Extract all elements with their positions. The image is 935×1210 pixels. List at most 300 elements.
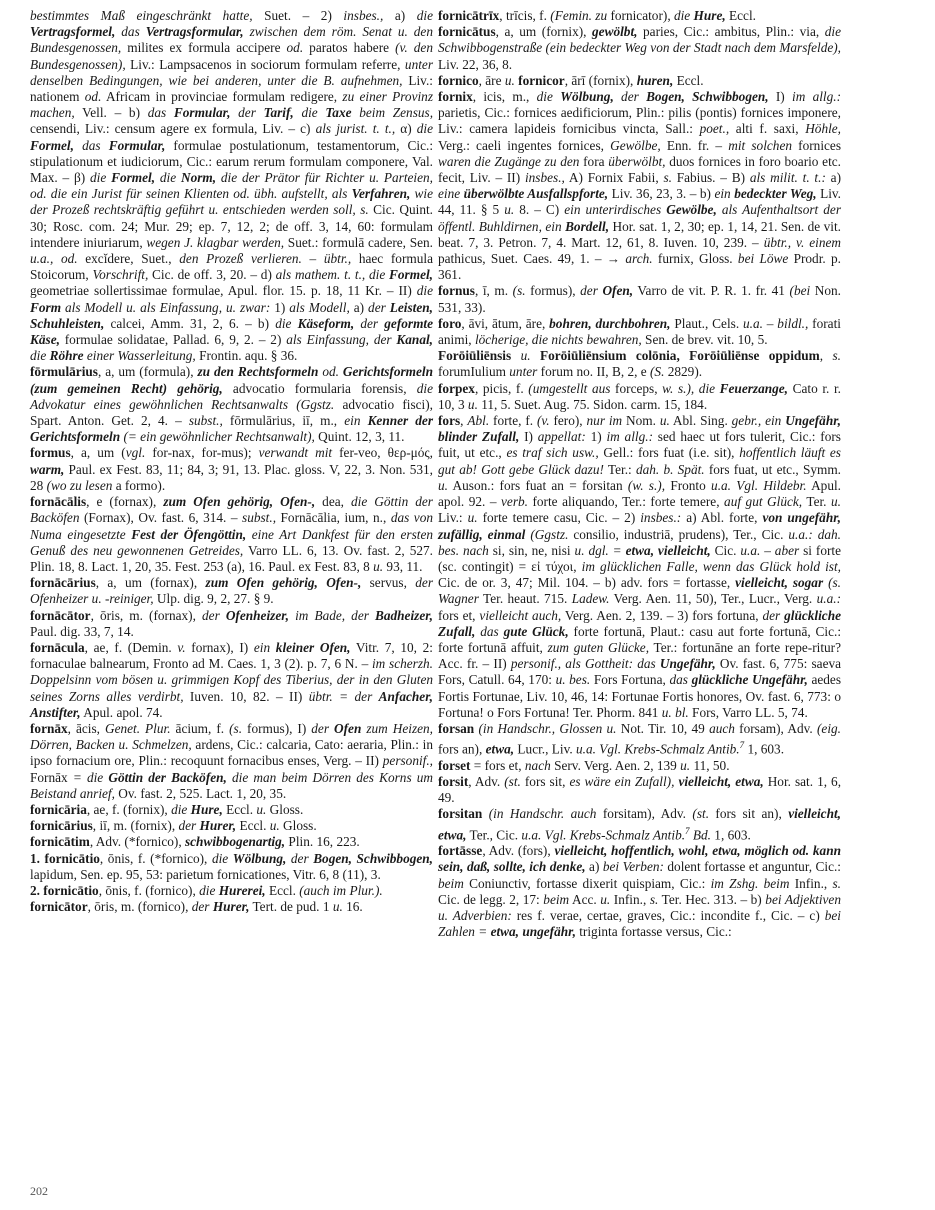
entry-text: (st. xyxy=(504,773,521,789)
entry-text: , ōnis, f. (*fornico), xyxy=(99,850,212,866)
german-gloss: etwa, vielleicht, xyxy=(625,542,711,558)
entry-text: for-nax, for-mus); xyxy=(145,445,259,461)
entry-text: u. xyxy=(659,413,670,429)
entry-text: zu einer Provinz machen, xyxy=(30,89,433,121)
entry-text: u. xyxy=(269,818,280,834)
entry-text: Liv.: Lampsacenos in sociorum formulam referre, xyxy=(125,56,405,72)
entry-text: poet., xyxy=(699,121,730,137)
german-gloss: warm, xyxy=(30,461,65,477)
entry-text: Liv. 44, 11. § 5 xyxy=(438,186,842,218)
entry-text: vielleicht auch, xyxy=(479,607,562,623)
german-gloss: Badheizer, xyxy=(374,607,433,623)
entry-text: Genet. Plur. xyxy=(104,720,171,736)
headword: 2. fornicātio xyxy=(30,882,99,898)
entry-text: alti f. saxi, xyxy=(729,121,806,137)
entry-text: Vitr. 7, 10, 2: fornaculae balnearum, Fronto ad M. Caes. 1, 3 (2). p. 7, 6 N. – xyxy=(30,639,433,672)
entry-text: Liv.: nationem xyxy=(30,72,433,105)
entry-text: fors sit an), xyxy=(709,806,789,822)
entry-text: ein xyxy=(714,186,731,202)
entry-text: vgl. xyxy=(125,445,146,461)
entry-text: s. xyxy=(832,875,841,891)
german-gloss: Verfahren, xyxy=(351,186,411,202)
entry-text: 7 xyxy=(739,740,745,751)
entry-text: (bei xyxy=(789,283,811,299)
entry-text: forum no. II, B, 2, e xyxy=(537,364,650,380)
german-gloss: Käseform, xyxy=(297,315,355,331)
entry-text: zum guten Glücke, xyxy=(547,639,650,655)
headword: fornicātim xyxy=(30,834,90,850)
german-gloss: gute Glück, xyxy=(503,623,569,639)
entry-text: s. xyxy=(360,202,369,218)
entry-text: Fabius. – B) xyxy=(671,170,750,186)
entry-text: die Advokatur eines gewöhnlichen Rechtsanwalts (Ggstz. xyxy=(30,380,433,412)
entry-text: duos fornices in foro boario etc. fecit, Liv. – II) xyxy=(438,153,841,186)
dictionary-entry xyxy=(438,843,841,940)
entry-text: der xyxy=(311,720,330,736)
entry-text xyxy=(511,348,520,363)
entry-text: u. bes. xyxy=(555,672,591,688)
entry-text: u. xyxy=(504,72,515,88)
entry-text: Fors, Varro LL. 5, 74. xyxy=(688,704,808,720)
entry-text: , a, um (fornix), xyxy=(495,24,593,40)
entry-text: Tert. de pud. 1 xyxy=(249,899,333,915)
entry-text: , āre xyxy=(478,72,505,88)
entry-text: als jurist. t. t., xyxy=(315,121,396,137)
entry-text: die xyxy=(416,8,433,23)
entry-text xyxy=(166,105,174,120)
entry-text: Gloss. xyxy=(279,818,317,834)
entry-text: beim xyxy=(543,891,570,907)
entry-text: 2829). xyxy=(664,364,703,380)
entry-text: Ter. xyxy=(802,494,832,510)
dictionary-entry xyxy=(438,89,841,283)
entry-text: dolent fortasse et anguntur, Cic.: xyxy=(663,859,842,875)
german-gloss: Bogen, Schwibbogen, xyxy=(313,850,433,866)
entry-text: Africam in provinciae formulam redigere, xyxy=(101,89,343,105)
entry-text: zwischen dem röm. Senat u. den Bundesgenossen, xyxy=(30,24,433,56)
dictionary-entry xyxy=(30,640,433,721)
german-gloss: gewölbt, xyxy=(592,24,638,40)
entry-text: beim xyxy=(438,875,464,891)
german-gloss: Formel, xyxy=(389,267,433,283)
headword: 1. fornicātio xyxy=(30,850,100,866)
german-gloss: bohren, durchbohren, xyxy=(549,315,671,331)
german-gloss: Vertragsformular, xyxy=(145,24,244,40)
entry-text: Verg.: caeli ingentes fornices, xyxy=(438,137,611,153)
entry-text: im glücklichen Falle, wenn das Glück hold ist, xyxy=(581,558,841,574)
entry-text: Enn. fr. – xyxy=(660,137,729,153)
entry-text: u.a. Vgl. Krebs-Schmalz Antib. xyxy=(521,827,686,842)
entry-text: insbes., xyxy=(343,8,384,23)
headword: fornācārius xyxy=(30,575,96,591)
entry-text: (umgestellt aus xyxy=(528,380,611,396)
entry-text: Eccl. xyxy=(673,72,704,88)
entry-text: s. xyxy=(663,170,672,186)
german-gloss: Hurer, xyxy=(199,818,237,834)
entry-text: lapidum, Sen. ep. 95, 53: parietum fornicationes, Vitr. 6, 8 (11), 3. xyxy=(30,866,381,882)
entry-text: es wäre ein Zufall), xyxy=(569,773,675,789)
entry-text: als Aufenthaltsort der öffentl. Buhldirnen, ein xyxy=(438,202,841,234)
entry-text: formus), xyxy=(525,283,581,299)
entry-text: die xyxy=(199,882,216,898)
german-gloss: Fest der Öfengöttin, xyxy=(131,526,247,542)
entry-text: od. xyxy=(84,89,102,105)
german-gloss: Formular, xyxy=(173,105,231,121)
entry-text: s. xyxy=(832,348,841,364)
entry-text: paries, Cic.: ambitus, Plin.: via, xyxy=(637,24,825,40)
dictionary-entry xyxy=(30,608,433,640)
entry-text: Cic. de off. 3, 20. – d) xyxy=(148,267,276,283)
headword: Forōiūliēnsis xyxy=(438,348,512,364)
entry-text: Cic. de or. 3, 47; Mil. 104. – b) adv. fors = fortasse, xyxy=(438,575,736,591)
german-gloss: Hure, xyxy=(693,8,726,23)
entry-text: Fornāx xyxy=(30,769,73,785)
entry-text: od. xyxy=(286,40,304,56)
entry-text: die Göttin der Backöfen xyxy=(30,494,433,526)
entry-text: , ae, f. (Demin. xyxy=(84,639,178,655)
entry-text: dea, xyxy=(315,494,351,510)
entry-text: fero), xyxy=(549,413,587,429)
entry-text: , ī, m. xyxy=(474,283,513,299)
entry-text: a) xyxy=(349,299,369,315)
entry-text: forceps, xyxy=(610,380,663,396)
entry-text: Suet.: formulā cadere, Sen. xyxy=(284,234,433,250)
entry-text: (Fornax), Ov. fast. 6, 314. – xyxy=(79,510,243,526)
dictionary-entry xyxy=(30,851,433,883)
german-gloss: Ofenheizer, xyxy=(225,607,289,623)
dictionary-entry xyxy=(438,348,841,380)
entry-text: auch xyxy=(709,720,735,736)
entry-text: beim Zensus, xyxy=(359,105,434,121)
entry-text: subst., xyxy=(242,510,277,526)
entry-text: Cic. de legg. 2, 17: xyxy=(438,891,544,907)
headword: fornicārius xyxy=(30,818,93,834)
entry-text: , āvi, ātum, āre, xyxy=(461,315,550,331)
dictionary-entry xyxy=(30,818,433,834)
entry-text: (s. Wagner xyxy=(438,575,842,607)
dictionary-entry xyxy=(438,316,841,348)
entry-text: pathicus, Suet. Caes. 49, 1. – → xyxy=(438,251,626,267)
entry-text: die xyxy=(171,801,188,817)
headword: fornicātus xyxy=(438,24,496,40)
headword: fornicor xyxy=(518,72,565,88)
entry-text: mit solchen xyxy=(728,137,792,153)
entry-text: , ōris, m. (fornico), xyxy=(87,899,192,915)
german-gloss: glückliche Ungefähr, xyxy=(691,672,808,688)
entry-text: Lucr., Liv. xyxy=(514,741,577,757)
entry-text: (in Handschr., Glossen u. xyxy=(478,720,617,736)
entry-text: (S. xyxy=(650,364,665,380)
german-gloss: geformte Käse, xyxy=(30,315,434,348)
entry-text: Non. 531, 33). xyxy=(438,283,841,315)
entry-text: s. xyxy=(649,891,659,907)
entry-text: , trīcis, f. xyxy=(499,8,551,23)
entry-text: u. xyxy=(332,899,343,915)
entry-text: forte temere casu, Cic. – 2) xyxy=(477,510,641,526)
entry-text: u. xyxy=(504,202,515,218)
entry-text: res f. verae, certae, graves, Cic.: incondite f., Cic. – c) xyxy=(511,908,825,924)
entry-text: fornices xyxy=(792,137,841,153)
entry-text: die xyxy=(211,850,229,866)
entry-text: Iuven. 10, 82. – II) xyxy=(183,688,309,704)
entry-text: es traf sich usw., xyxy=(506,445,599,461)
entry-text: wegen J. klagbar werden, xyxy=(146,234,285,250)
german-gloss: vielleicht, sogar xyxy=(735,575,824,591)
entry-text: löcherige, die nichts bewahren, xyxy=(474,332,642,348)
entry-text: Quint. 12, 3, 11. xyxy=(314,429,405,445)
entry-text: gebr., ein xyxy=(731,413,782,429)
german-gloss: Kanal, xyxy=(396,332,433,348)
german-gloss: kleiner Ofen, xyxy=(275,639,351,655)
entry-text: verwandt mit xyxy=(258,445,333,461)
entry-text: Paul. ex Fest. 83, 11; 84, 3; 91, 13. Plac. gloss. V, 22, 3. Non. 531, 28 xyxy=(30,461,433,493)
entry-text: formulae solidatae, Pallad. 6, 9, 2. – 2) xyxy=(59,332,287,348)
entry-text: fors an), xyxy=(438,741,486,757)
entry-text: Sen. de brev. vit. 10, 5. xyxy=(641,332,768,348)
entry-text: die xyxy=(275,315,292,331)
german-gloss: Tarif, xyxy=(263,105,294,121)
headword: fōrmulārius xyxy=(30,364,98,380)
entry-text: bei Adjektiven u. Adverbien: xyxy=(438,891,841,924)
entry-text: die xyxy=(30,348,47,364)
dictionary-entry xyxy=(30,883,433,899)
entry-text: , xyxy=(460,413,468,429)
headword: fornico xyxy=(438,72,479,88)
entry-text: si forte (sc. contingit) = εἰ τύχοι, xyxy=(438,542,841,574)
entry-text: milites ex formula accipere xyxy=(121,40,287,56)
entry-text: I) xyxy=(519,429,538,445)
entry-text: Bd. xyxy=(692,827,711,842)
entry-text: 93, 11. xyxy=(383,558,423,574)
entry-text: calcei, Amm. 31, 2, 6. – b) xyxy=(104,315,276,331)
dictionary-entry xyxy=(438,24,841,73)
entry-text: forsitam), Adv. xyxy=(596,806,693,822)
entry-text: parietis, Cic.: fornices aedificiorum, Plin.: pilis (pontis) fornices imponere, Liv.: camera lapideis fornicibus vincta, Sall.: xyxy=(438,105,841,137)
entry-text: die xyxy=(416,283,433,299)
entry-text: arch. xyxy=(625,251,653,267)
entry-text: den Prozeß verlieren. – übtr., xyxy=(179,251,352,267)
entry-text: hoffentlich läuft es gut ab! Gott gebe Glück dazu! xyxy=(438,445,841,477)
entry-text: das xyxy=(669,672,688,688)
german-gloss: Vertragsformel, xyxy=(30,24,116,40)
entry-text: Abl. xyxy=(467,413,490,429)
entry-text: Frontin. aqu. § 36. xyxy=(195,348,298,364)
entry-text: Eccl. xyxy=(725,8,756,23)
entry-text: Liv. 22, 36, 8. xyxy=(438,56,513,72)
entry-text: Vell. – b) xyxy=(74,105,148,121)
german-gloss: Gerichtsformeln (zum gemeinen Recht) gehörig, xyxy=(30,364,434,396)
entry-text: , Adv. xyxy=(468,773,505,789)
dictionary-entry xyxy=(30,8,433,364)
entry-text: Serv. Verg. Aen. 2, 139 xyxy=(550,757,681,773)
entry-text: die xyxy=(301,105,318,121)
german-gloss: schwibbogenartig, xyxy=(184,834,286,850)
entry-text: consilio, industriā, prudens), Ter., Cic. xyxy=(568,526,789,542)
entry-text: die xyxy=(416,121,434,137)
entry-text: geometriae sollertissimae formulae, Apul. flor. 15. p. 18, 11 Kr. – II) xyxy=(30,283,417,299)
german-gloss: vielleicht, etwa, xyxy=(678,773,764,789)
entry-text: Ter., Cic. xyxy=(466,827,522,842)
german-gloss: etwa, ungefähr, xyxy=(490,924,576,940)
entry-text: u. xyxy=(256,801,267,817)
dictionary-entry xyxy=(438,73,841,89)
entry-text: die xyxy=(90,170,107,186)
entry-text: Ladew. xyxy=(571,591,610,607)
entry-text: Cato r. r. 10, 3 xyxy=(438,380,841,412)
dictionary-entry xyxy=(438,806,841,843)
entry-text: Gell.: fors fuat (i.e. sit), xyxy=(598,445,740,461)
german-gloss: Ungefähr, blinder Zufall, xyxy=(438,413,841,445)
dictionary-entry xyxy=(30,575,433,607)
german-gloss: zu den Rechtsformeln xyxy=(197,364,319,380)
entry-text: , ōnis, f. (fornico), xyxy=(98,882,200,898)
entry-text: censendi, Liv.: censum agere ex formula, Liv. – c) xyxy=(30,121,316,137)
entry-text: das von Numa eingesetzte xyxy=(30,510,434,542)
entry-text: (Ggstz. xyxy=(530,526,569,542)
german-gloss: Wölbung, xyxy=(560,89,614,105)
headword: forsan xyxy=(438,720,475,736)
entry-text: ācium, f. xyxy=(170,720,230,736)
entry-text: (in Handschr. auch xyxy=(488,806,597,822)
dictionary-entry xyxy=(438,8,841,24)
entry-text: Apul. apol. 92. – xyxy=(438,477,841,510)
entry-text: bei Löwe xyxy=(737,251,789,267)
entry-text: verb. xyxy=(501,494,528,510)
entry-text xyxy=(256,105,264,120)
entry-text: nur im xyxy=(586,413,623,429)
entry-text: bestimmtes Maß eingeschränkt hatte, xyxy=(30,8,253,23)
entry-text: fors et, xyxy=(438,607,480,623)
entry-text: als Einfassung, der xyxy=(286,332,392,348)
entry-text: ardens, Cic.: calcaria, Cato: aeraria, Plin.: in ipso fornacium ore, Plin.: recoquunt fornacibus enses, Verg. – II) xyxy=(30,737,434,769)
entry-text: (st. xyxy=(692,806,710,822)
entry-text: Ter. Hec. 313. – b) xyxy=(658,891,766,907)
entry-text: Paul. dig. 33, 7, 14. xyxy=(30,623,134,639)
entry-text: Fronto xyxy=(665,477,712,493)
entry-text: die Schwibbogenstraße (ein bedeckter Weg von der Stadt nach dem Marsfelde), xyxy=(438,24,842,56)
entry-text: der xyxy=(178,818,197,834)
entry-text: A) Fornix Fabii, xyxy=(564,170,664,186)
entry-text: a formo). xyxy=(112,477,166,493)
entry-text: 16. xyxy=(342,899,363,915)
german-gloss: zum Ofen gehörig, Ofen-, xyxy=(205,575,362,591)
german-gloss: Anfacher, Anstifter, xyxy=(30,688,433,720)
entry-text: excĭdere, Suet., xyxy=(77,251,180,267)
entry-text: der xyxy=(191,899,210,915)
entry-text: Plaut., Cels. xyxy=(670,315,743,331)
entry-text: , e (fornax), xyxy=(86,494,164,510)
dictionary-entry xyxy=(30,364,433,445)
headword: fornāx xyxy=(30,720,68,736)
entry-text: bei Verben: xyxy=(602,859,664,875)
entry-text: = die xyxy=(72,769,104,785)
headword: foro xyxy=(438,315,462,331)
entry-text: Acc. xyxy=(569,891,601,907)
entry-text: appellat: xyxy=(537,429,586,445)
entry-text: u. xyxy=(600,891,611,907)
entry-text: paratos habere xyxy=(303,40,396,56)
entry-text: der xyxy=(360,315,379,331)
entry-text: im Bade, der xyxy=(295,607,369,623)
entry-text: Auson.: fors fuat an = forsitan xyxy=(447,477,628,493)
entry-text: , iī, m. (fornix), xyxy=(92,818,179,834)
entry-text: als milit. t. t.: xyxy=(749,170,826,186)
german-gloss: Formular, xyxy=(108,137,166,153)
german-gloss: Hure, xyxy=(190,801,223,817)
entry-text: Liv. 36, 23, 3. – b) xyxy=(608,186,715,202)
entry-text: das xyxy=(82,137,101,153)
entry-text: übtr., v. einem xyxy=(763,234,841,250)
entry-text: formus), I) xyxy=(242,720,312,736)
entry-text: , picis, f. xyxy=(474,380,529,396)
entry-text: u. xyxy=(467,396,478,412)
entry-text xyxy=(101,138,109,153)
entry-text: Verg. Aen. 11, 50), Ter., Lucr., Verg. xyxy=(609,591,817,607)
entry-text: advocatio fisci), Spart. Anton. Get. 2, 4. – xyxy=(30,396,433,429)
entry-text: advocatio formularia forensis, xyxy=(222,380,417,396)
dictionary-entry xyxy=(438,413,841,721)
entry-text: , a, um (fornax), xyxy=(95,575,206,591)
entry-text: dah. b. Spät. xyxy=(635,461,705,477)
entry-text: u. xyxy=(520,348,531,364)
entry-text: u.a. – bildl., xyxy=(743,315,809,331)
entry-text: u.a.: dah. bes. nach xyxy=(438,526,842,558)
entry-text: triginta fortasse versus, Cic.: xyxy=(575,924,732,940)
entry-text: u.a. – aber xyxy=(740,542,800,558)
entry-text: nach xyxy=(524,757,551,773)
entry-text: ein unterirdisches xyxy=(564,202,662,218)
entry-text: servus, xyxy=(361,575,416,591)
german-gloss: Göttin der Backöfen, xyxy=(108,769,227,785)
entry-text: personif., xyxy=(382,753,433,769)
entry-text: forati animi, xyxy=(438,315,841,348)
german-gloss: von ungefähr, zufällig, einmal xyxy=(438,510,841,542)
right-column xyxy=(438,8,841,940)
headword: fornācātor xyxy=(30,607,91,623)
entry-text xyxy=(230,105,238,120)
entry-text: das xyxy=(121,24,140,40)
entry-text: a) xyxy=(383,8,417,23)
entry-text: (= ein gewöhnlicher Rechtsanwalt), xyxy=(123,429,315,445)
entry-text: Eccl. xyxy=(236,818,270,834)
entry-text: u.a. Vgl. Krebs-Schmalz Antib. xyxy=(576,741,740,757)
entry-text: Infin., xyxy=(610,891,650,907)
entry-text: , Adv. (*fornico), xyxy=(89,834,185,850)
entry-text: u. xyxy=(373,558,384,574)
entry-text: Not. Tir. 10, 49 xyxy=(616,720,710,736)
entry-text: zum Heizen, Dörren, Backen u. Schmelzen, xyxy=(30,720,434,753)
entry-text: 1, 603. xyxy=(710,827,751,842)
entry-text: Gloss. xyxy=(266,801,304,817)
entry-text xyxy=(531,348,540,363)
entry-text: , Adv. (fors), xyxy=(482,843,555,859)
entry-text: im allg.: xyxy=(792,89,842,105)
headword: forset xyxy=(438,757,471,773)
dictionary-entry xyxy=(438,721,841,758)
entry-text: das xyxy=(480,623,499,639)
entry-text: , ōris, m. (fornax), xyxy=(90,607,203,623)
headword: fors xyxy=(438,413,461,429)
entry-text: der xyxy=(621,89,639,105)
headword: Forōiūliēnsium colōnia, Forōiūliēnse oppidum xyxy=(539,348,820,364)
entry-text: fornicator), xyxy=(607,8,674,23)
entry-text: insbes.: xyxy=(640,510,682,526)
entry-text: 7 xyxy=(685,825,690,836)
entry-text: Infin., xyxy=(789,875,833,891)
headword: fornācālis xyxy=(30,494,87,510)
headword: forpex xyxy=(438,380,475,396)
headword: fornix xyxy=(438,89,473,105)
